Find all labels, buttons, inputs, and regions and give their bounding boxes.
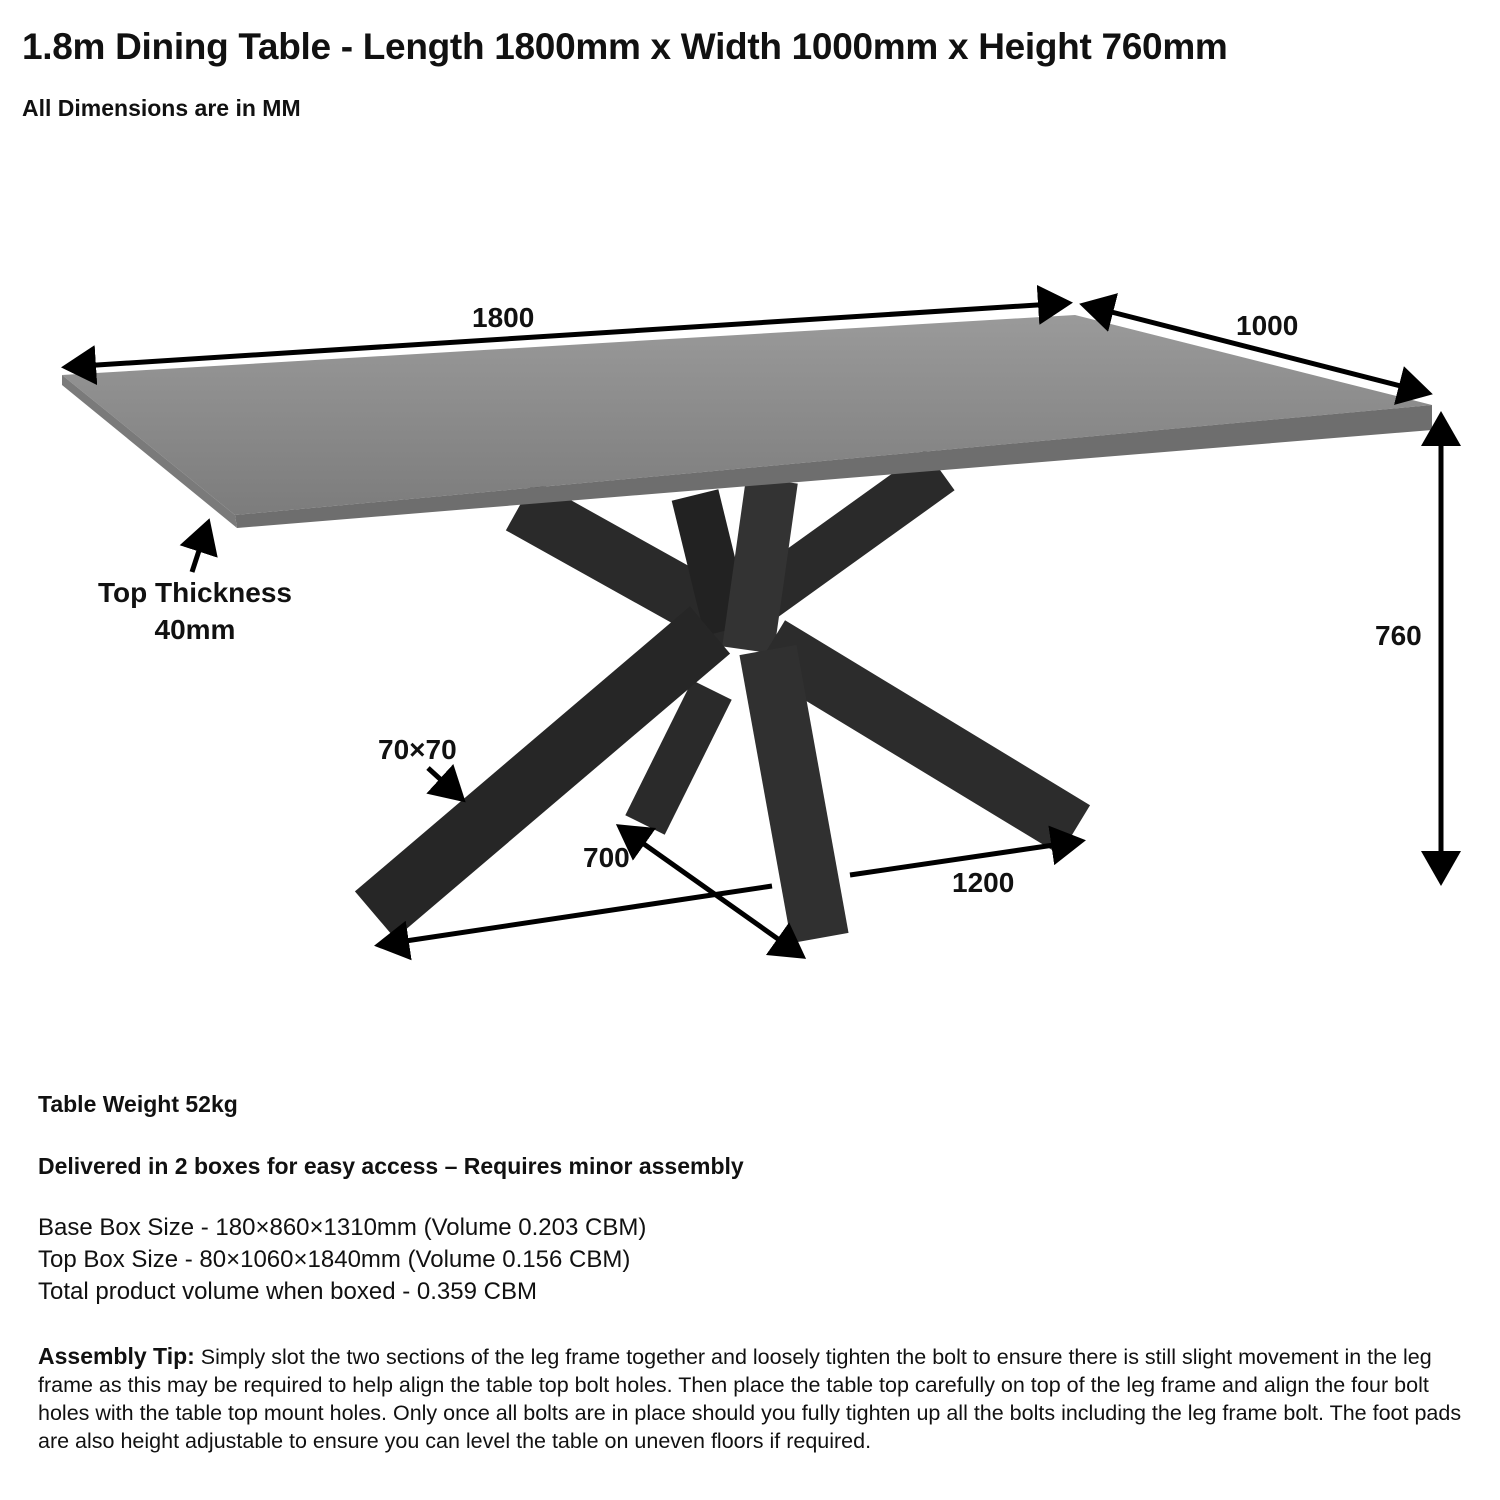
height-label: 760 bbox=[1375, 620, 1422, 651]
width-label: 1000 bbox=[1236, 310, 1299, 341]
top-thickness-label bbox=[98, 574, 292, 648]
length-label: 1800 bbox=[472, 302, 535, 333]
total-volume: Total product volume when boxed - 0.359 CBM bbox=[38, 1278, 537, 1305]
table-weight: Table Weight 52kg bbox=[38, 1091, 238, 1117]
top-thickness-arrow bbox=[192, 523, 208, 572]
leg-section-label: 70×70 bbox=[378, 734, 457, 765]
base-box-size: Base Box Size - 180×860×1310mm (Volume 0.203 CBM) bbox=[38, 1214, 647, 1241]
assembly-tip-label: Assembly Tip: bbox=[38, 1343, 195, 1369]
base-width-label: 700 bbox=[583, 842, 630, 873]
base-length-label: 1200 bbox=[952, 867, 1015, 898]
page-subtitle: All Dimensions are in MM bbox=[22, 95, 301, 121]
delivery-info: Delivered in 2 boxes for easy access – Requires minor assembly bbox=[38, 1153, 744, 1179]
post-right bbox=[748, 480, 772, 650]
assembly-tip bbox=[38, 1342, 1468, 1455]
assembly-tip-text: Simply slot the two sections of the leg frame together and loosely tighten the bolt to ensure there is still slight movement in the leg frame as this may be required to help align the table top bolt holes. Then place the table top carefully on top of the leg frame and align the four bolt holes with the table top mount holes. Only once all bolts are in place should you fully tighten up all the bolts including the leg frame bolt. The foot pads are also height adjustable to ensure you can level the table on uneven floors if required. bbox=[38, 1345, 1462, 1453]
top-thickness-title: Top Thickness bbox=[98, 577, 292, 608]
post-left bbox=[695, 495, 728, 630]
leg-section-arrow bbox=[428, 768, 462, 799]
top-box-size: Top Box Size - 80×1060×1840mm (Volume 0.156 CBM) bbox=[38, 1246, 631, 1273]
page-title: 1.8m Dining Table - Length 1800mm x Width 1000mm x Height 760mm bbox=[22, 26, 1228, 67]
top-thickness-value: 40mm bbox=[154, 614, 236, 645]
